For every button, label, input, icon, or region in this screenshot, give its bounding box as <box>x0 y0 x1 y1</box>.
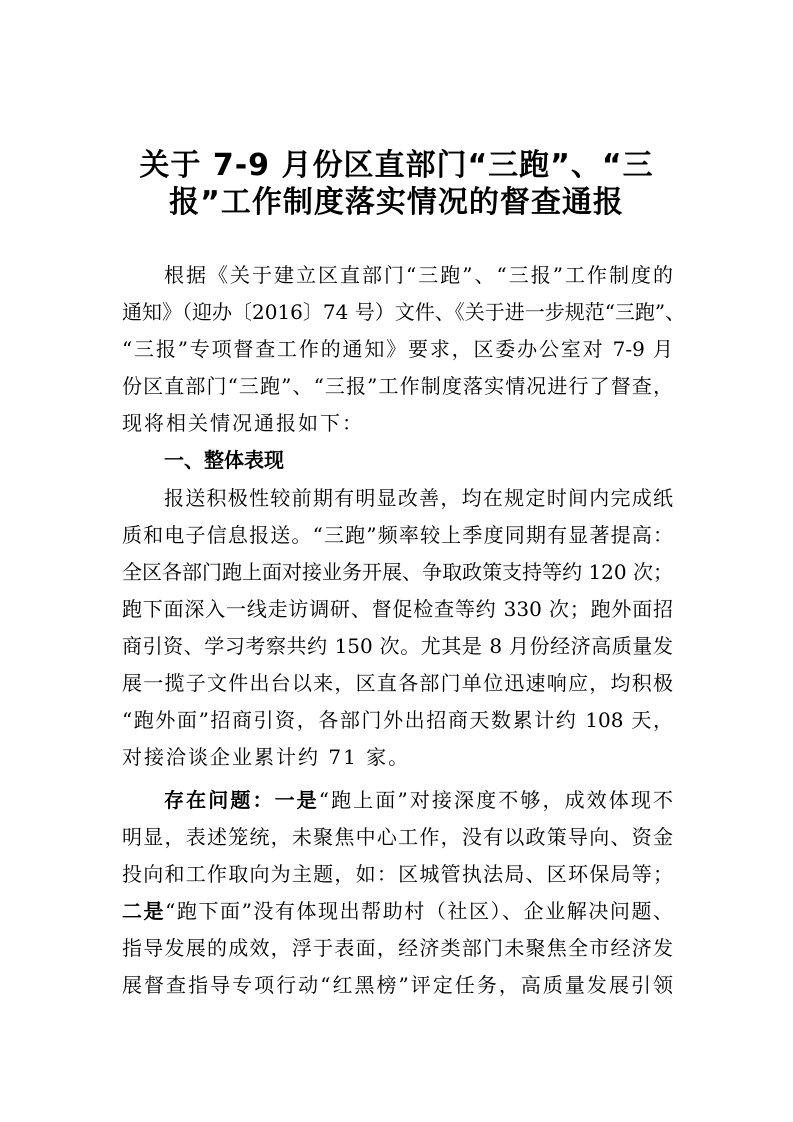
paragraph-line: 现将相关情况通报如下： <box>122 411 364 435</box>
paragraph-line: “三报”专项督查工作的通知》要求，区委办公室对 7-9 月 <box>122 337 673 361</box>
document-title-line-2: 报”工作制度落实情况的督查通报 <box>169 185 624 220</box>
paragraph-line: 通知》（迎办〔2016〕74 号）文件、《关于进一步规范“三跑”、 <box>122 300 686 324</box>
paragraph-line: 指导发展的成效，浮于表面，经济类部门未聚焦全市经济发 <box>122 936 673 960</box>
paragraph-line: 全区各部门跑上面对接业务开展、争取政策支持等约 120 次； <box>122 560 673 584</box>
paragraph-line: 根据《关于建立区直部门“三跑”、“三报”工作制度的 <box>164 263 673 287</box>
section-heading: 一、整体表现 <box>164 448 284 472</box>
paragraph-line <box>122 895 673 924</box>
paragraph-line: 明显，表述笼统，未聚焦中心工作，没有以政策导向、资金 <box>122 825 673 849</box>
line-text: “跑上面”对接深度不够，成效体现不 <box>318 788 674 812</box>
paragraph-line: 份区直部门“三跑”、“三报”工作制度落实情况进行了督查， <box>122 374 673 398</box>
bold-label-first: 一是 <box>274 788 319 812</box>
document-title-line-1: 关于 7-9 月份区直部门“三跑”、“三 <box>139 148 654 183</box>
paragraph-line: 跑下面深入一线走访调研、督促检查等约 330 次；跑外面招 <box>122 597 673 621</box>
paragraph-line: “跑外面”招商引资，各部门外出招商天数累计约 108 天， <box>122 708 673 732</box>
paragraph-line: 对接洽谈企业累计约 71 家。 <box>122 745 411 769</box>
paragraph-line: 展一揽子文件出台以来，区直各部门单位迅速响应，均积极 <box>122 671 673 695</box>
paragraph-line: 展督查指导专项行动“红黑榜”评定任务，高质量发展引领 <box>122 973 673 997</box>
paragraph-line <box>164 784 673 813</box>
paragraph-line: 质和电子信息报送。“三跑”频率较上季度同期有显著提高： <box>122 523 673 547</box>
paragraph-line: 商引资、学习考察共约 150 次。尤其是 8 月份经济高质量发 <box>122 634 673 658</box>
bold-label-issues: 存在问题： <box>164 788 275 812</box>
line-text: “跑下面”没有体现出帮助村（社区）、企业解决问题、 <box>165 899 674 923</box>
paragraph-line: 报送积极性较前期有明显改善，均在规定时间内完成纸 <box>164 486 673 510</box>
paragraph-line: 投向和工作取向为主题，如：区城管执法局、区环保局等； <box>122 862 673 886</box>
bold-label-second: 二是 <box>122 899 166 923</box>
